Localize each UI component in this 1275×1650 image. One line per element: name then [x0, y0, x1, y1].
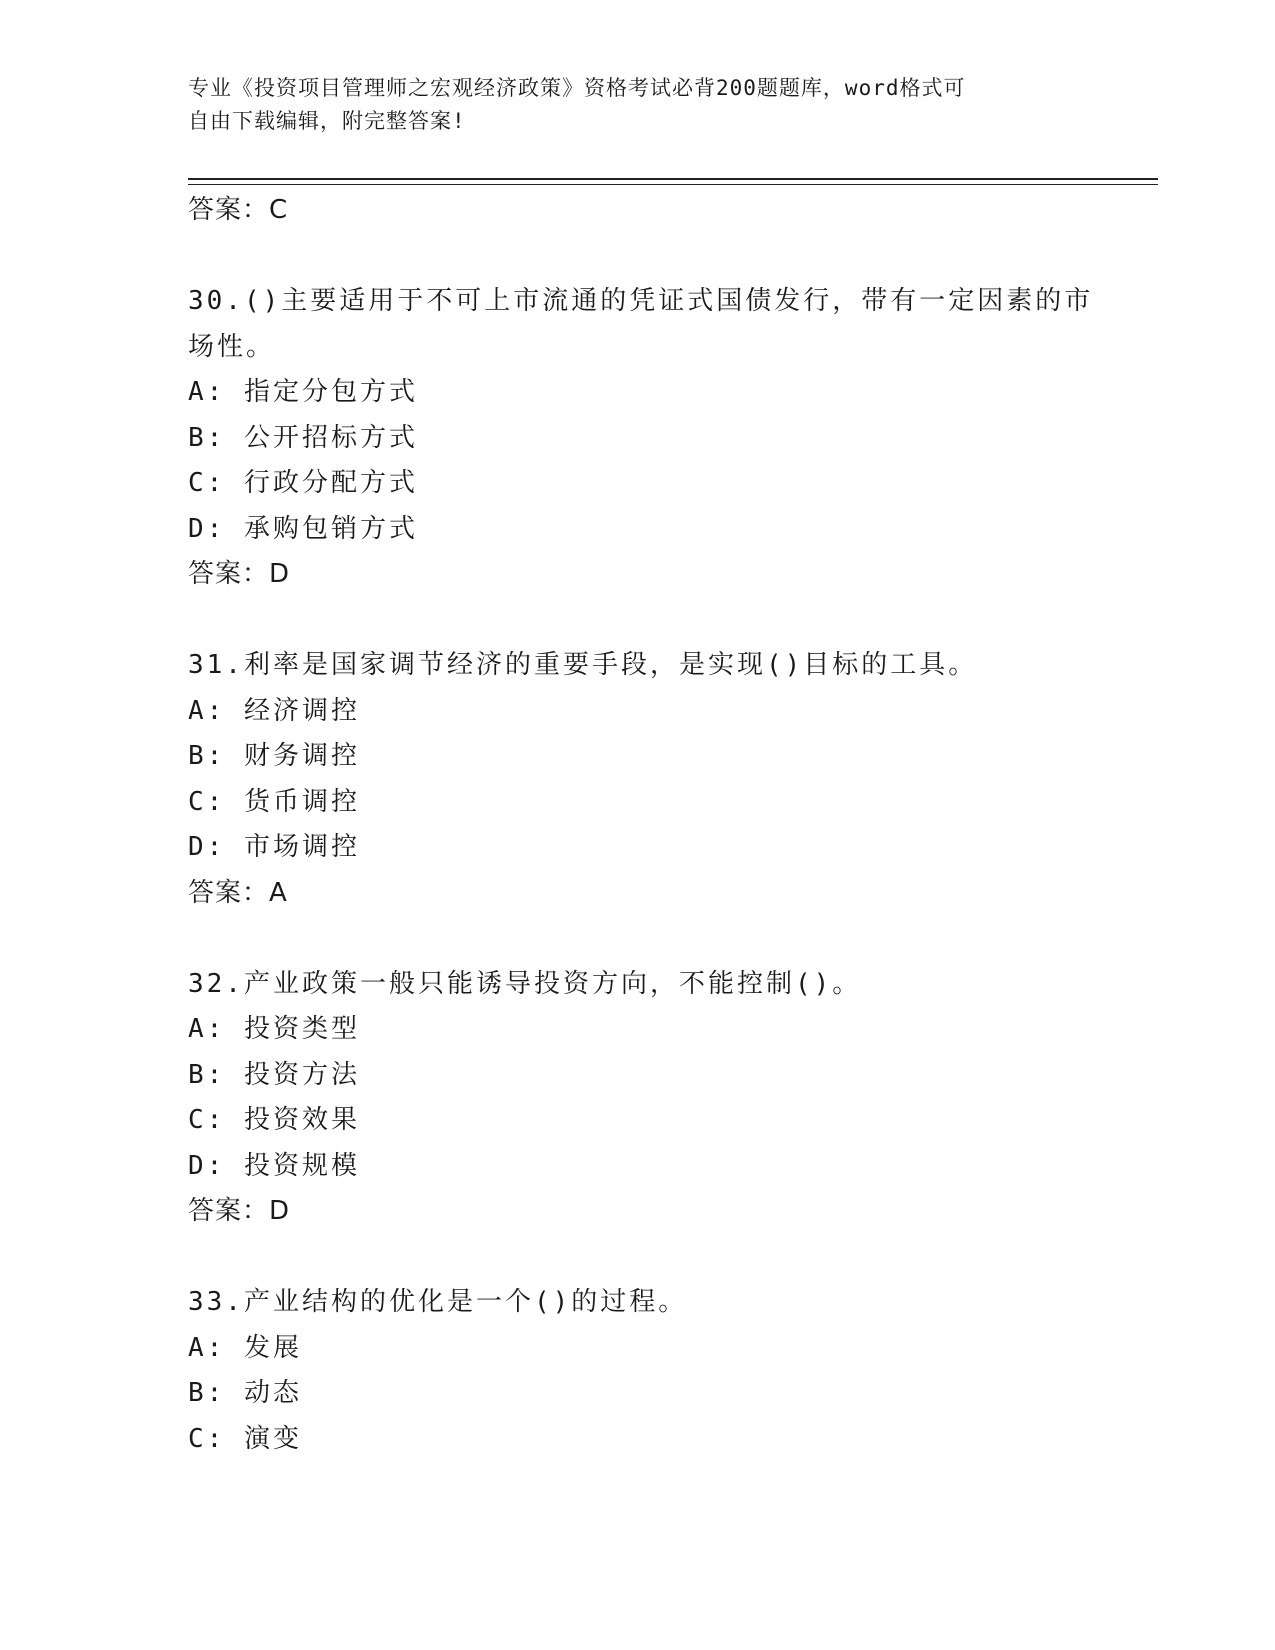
header-divider-thick [188, 178, 1158, 180]
question-stem: 30.()主要适用于不可上市流通的凭证式国债发行，带有一定因素的市 [188, 286, 1094, 316]
option-a: A: 发展 [188, 1332, 302, 1363]
question-stem-continued: 场性。 [188, 331, 276, 362]
previous-answer: 答案：C [188, 195, 289, 225]
option-c: C: 行政分配方式 [188, 468, 418, 498]
header-line-1: 专业《投资项目管理师之宏观经济政策》资格考试必背200题题库，word格式可 [188, 76, 966, 100]
page-header [188, 72, 1088, 138]
option-b: B: 投资方法 [188, 1059, 360, 1090]
question-stem: 33.产业结构的优化是一个()的过程。 [188, 1287, 688, 1317]
option-a: A: 投资类型 [188, 1014, 360, 1044]
spacer [188, 1235, 1118, 1281]
option-c: C: 货币调控 [188, 786, 360, 817]
question-31 [188, 643, 1118, 916]
question-stem: 31.利率是国家调节经济的重要手段，是实现()目标的工具。 [188, 650, 978, 680]
option-d: D: 承购包销方式 [188, 513, 418, 544]
spacer [188, 234, 1118, 280]
question-30 [188, 279, 1118, 598]
header-line-2: 自由下载编辑，附完整答案! [188, 109, 466, 133]
question-32 [188, 962, 1118, 1235]
option-c: C: 投资效果 [188, 1105, 360, 1135]
option-d: D: 投资规模 [188, 1150, 360, 1181]
question-stem: 32.产业政策一般只能诱导投资方向，不能控制()。 [188, 968, 862, 999]
option-b: B: 财务调控 [188, 741, 360, 771]
option-d: D: 市场调控 [188, 832, 360, 862]
question-33 [188, 1280, 1118, 1462]
option-b: B: 动态 [188, 1378, 302, 1408]
option-a: A: 指定分包方式 [188, 377, 418, 407]
spacer [188, 598, 1118, 644]
option-a: A: 经济调控 [188, 695, 360, 726]
answer: 答案：D [188, 559, 291, 589]
option-b: B: 公开招标方式 [188, 422, 418, 453]
answer: 答案：A [188, 877, 288, 908]
option-c: C: 演变 [188, 1423, 302, 1454]
document-body [188, 188, 1118, 1462]
header-divider-thin [188, 184, 1158, 185]
answer: 答案：D [188, 1196, 291, 1226]
spacer [188, 916, 1118, 962]
